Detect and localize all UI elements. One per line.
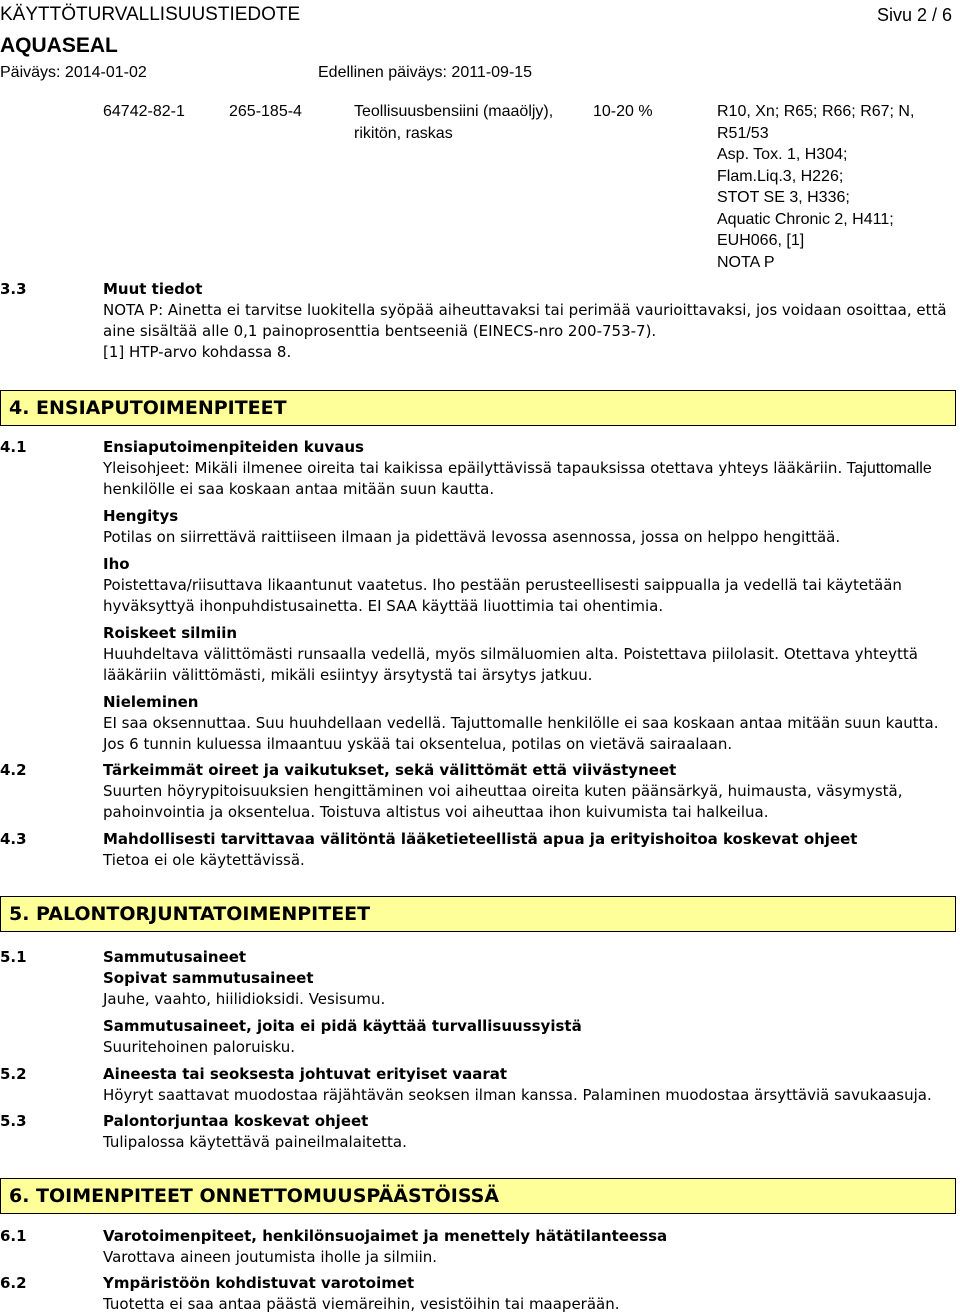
section-4-1 (103, 437, 960, 755)
subheading-suitable-media: Sopivat sammutusaineet (103, 969, 314, 987)
paragraph-line: NOTA P: Ainetta ei tarvitse luokitella syöpää aiheuttavaksi tai perimää vaurioittavaksi, jos voidaan osoittaa, että (103, 301, 947, 319)
section-4-banner: 4. ENSIAPUTOIMENPITEET (0, 390, 956, 426)
section-number: 5.3 (0, 1112, 27, 1130)
paragraph-text: Vesisumu. (303, 990, 386, 1008)
paragraph-text: Otettava yhteyttä (779, 645, 918, 663)
section-5-2 (103, 1064, 960, 1106)
classification-line: NOTA P (717, 253, 775, 271)
section-4-2 (103, 760, 960, 823)
classification-line: R51/53 (717, 124, 769, 142)
paragraph-line: Suuritehoinen paloruisku. (103, 1038, 296, 1056)
section-title: Sammutusaineet (103, 948, 247, 966)
substance-name-line: rikitön, raskas (354, 124, 453, 142)
section-number: 4.2 (0, 761, 27, 779)
paragraph-text: EI saa oksennuttaa. (103, 714, 251, 732)
cas-number: 64742-82-1 (103, 103, 185, 120)
section-number: 5.1 (0, 948, 27, 966)
section-number: 3.3 (0, 280, 27, 298)
previous-date: Edellinen päiväys: 2011-09-15 (318, 64, 533, 81)
paragraph-line: Varottava aineen joutumista iholle ja silmiin. (103, 1248, 438, 1266)
classification-line: Asp. Tox. 1, H304; (717, 146, 848, 163)
section-6-banner: 6. TOIMENPITEET ONNETTOMUUSPÄÄSTÖISSÄ (0, 1178, 956, 1214)
section-title: Ympäristöön kohdistuvat varotoimet (103, 1274, 415, 1292)
paragraph-line: [1] HTP-arvo kohdassa 8. (103, 343, 292, 361)
paragraph-text: Palaminen muodostaa ärsyttäviä savukaasuja. (577, 1086, 932, 1104)
paragraph-line: aine sisältää alle 0,1 painoprosenttia bentseeniä (EINECS-nro 200-753-7). (103, 322, 657, 340)
section-title: Muut tiedot (103, 280, 203, 298)
subheading-ingestion: Nieleminen (103, 693, 199, 711)
paragraph-line: Tuotetta ei saa antaa päästä viemäreihin, vesistöihin tai maaperään. (103, 1295, 620, 1313)
classification (717, 101, 957, 273)
section-number: 5.2 (0, 1065, 27, 1083)
paragraph-text: Toistuva altistus voi aiheuttaa ihon kuivumista tai halkeilua. (315, 803, 769, 821)
paragraph-text: Suu huuhdellaan vedellä. (250, 714, 446, 732)
section-4-3 (103, 829, 960, 871)
paragraph-line: Tietoa ei ole käytettävissä. (103, 851, 305, 869)
paragraph-text: Jauhe, vaahto, hiilidioksidi. (103, 990, 304, 1008)
section-5-banner: 5. PALONTORJUNTATOIMENPITEET (0, 896, 956, 932)
section-number: 4.1 (0, 438, 27, 456)
paragraph-text: Poistettava piilolasit. (618, 645, 780, 663)
section-6-2 (103, 1273, 960, 1315)
paragraph-text: EI SAA käyttää liuottimia tai ohentimia. (362, 597, 664, 615)
paragraph-text: Iho pestään perusteellisesti saippualla ja vedellä tai käytetään (427, 576, 902, 594)
section-title: Mahdollisesti tarvittavaa välitöntä lääketieteellistä apua ja erityishoitoa koskevat ohjeet (103, 830, 858, 848)
classification-line: STOT SE 3, H336; (717, 189, 850, 206)
paragraph-line: Suurten höyrypitoisuuksien hengittäminen voi aiheuttaa oireita kuten päänsärkyä, huimausta, väsymystä, (103, 782, 903, 800)
section-number: 6.2 (0, 1274, 27, 1292)
subheading-inhalation: Hengitys (103, 507, 179, 525)
subheading-unsuitable-media: Sammutusaineet, joita ei pidä käyttää turvallisuussyistä (103, 1017, 582, 1035)
product-name: AQUASEAL (0, 34, 118, 57)
paragraph-line: Jos 6 tunnin kuluessa ilmaantuu yskää tai oksentelua, potilas on vietävä sairaalaan. (103, 735, 733, 753)
paragraph-text: Höyryt saattavat muodostaa räjähtävän seoksen ilman kanssa. (103, 1086, 578, 1104)
section-5-3 (103, 1111, 960, 1153)
classification-line: R10, Xn; R65; R66; R67; N, (717, 103, 915, 120)
classification-line: Flam.Liq.3, H226; (717, 167, 844, 185)
paragraph-text: Poistettava/riisuttava likaantunut vaatetus. (103, 576, 428, 594)
section-5-1 (103, 947, 960, 1058)
concentration: 10-20 % (593, 103, 653, 120)
paragraph-text: Tajuttomalle henkilölle ei saa koskaan antaa mitään suun kautta. (445, 714, 939, 732)
section-6-1 (103, 1226, 960, 1268)
paragraph-line: lääkäriin välittömästi, mikäli esiintyy ärsytystä tai ärsytys jatkuu. (103, 666, 593, 684)
classification-line: EUH066, [1] (717, 232, 805, 249)
substance-name (354, 101, 589, 144)
paragraph-text: Yleisohjeet: Mikäli ilmenee oireita tai kaikissa epäilyttävissä tapauksissa otettava yhteys lääkäriin. (103, 459, 843, 477)
section-title: Tärkeimmät oireet ja vaikutukset, sekä välittömät että viivästyneet (103, 761, 677, 779)
issue-date: Päiväys: 2014-01-02 (0, 64, 147, 81)
paragraph-text: Huuhdeltava välittömästi runsaalla vedellä, myös silmäluomien alta. (103, 645, 619, 663)
subheading-skin: Iho (103, 555, 130, 573)
paragraph-line: Tulipalossa käytettävä paineilmalaitetta. (103, 1133, 407, 1151)
paragraph-line: henkilölle ei saa koskaan antaa mitään suun kautta. (103, 480, 495, 498)
substance-name-line: Teollisuusbensiini (maaöljy), (354, 103, 554, 120)
paragraph-text: hyväksyttyä ihonpuhdistusainetta. (103, 597, 363, 615)
paragraph-text: pahoinvointia ja oksentelua. (103, 803, 316, 821)
subheading-eyes: Roiskeet silmiin (103, 624, 238, 642)
paragraph-line: Potilas on siirrettävä raittiiseen ilmaan ja pidettävä levossa asennossa, jossa on helppo hengittää. (103, 528, 841, 546)
section-title: Palontorjuntaa koskevat ohjeet (103, 1112, 369, 1130)
section-title: Aineesta tai seoksesta johtuvat erityiset vaarat (103, 1065, 508, 1083)
page-number: Sivu 2 / 6 (876, 5, 952, 25)
classification-line: Aquatic Chronic 2, H411; (717, 210, 894, 228)
section-number: 6.1 (0, 1227, 27, 1245)
section-3-3 (103, 279, 960, 363)
section-title: Varotoimenpiteet, henkilönsuojaimet ja menettely hätätilanteessa (103, 1227, 668, 1245)
section-title: Ensiaputoimenpiteiden kuvaus (103, 438, 364, 456)
paragraph-text: Tajuttomalle (842, 460, 932, 477)
document-title: KÄYTTÖTURVALLISUUSTIEDOTE (0, 4, 301, 25)
ec-number: 265-185-4 (229, 103, 302, 120)
section-number: 4.3 (0, 830, 27, 848)
